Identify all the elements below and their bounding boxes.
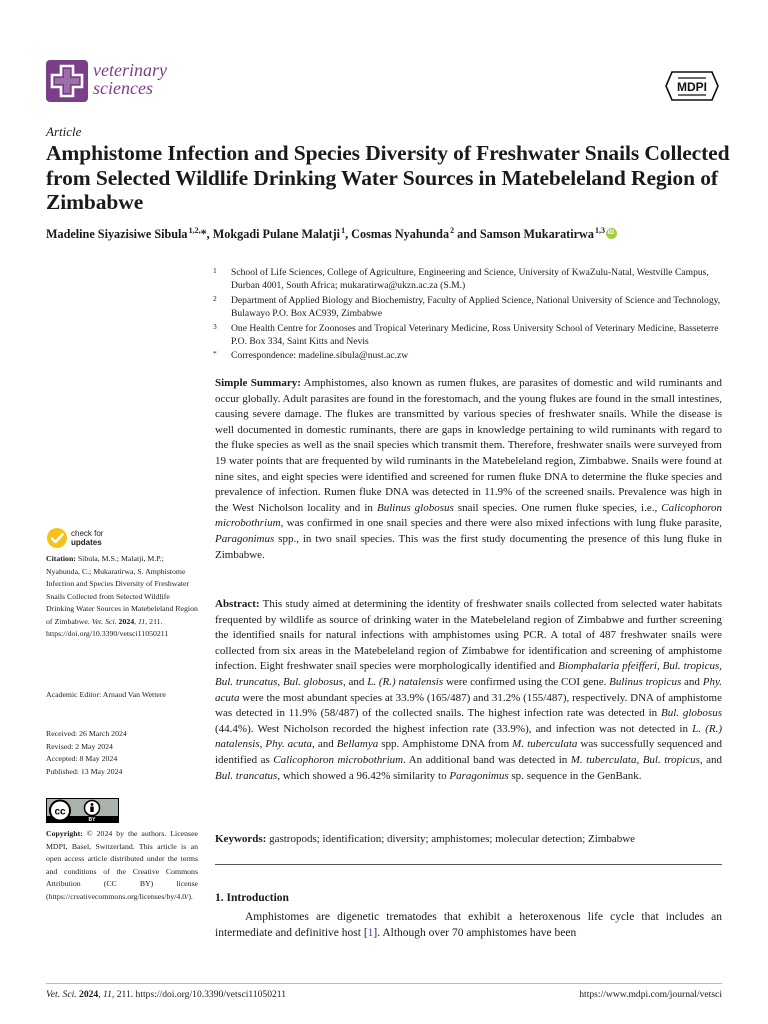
italic-species-name: Bul. trancatus [215,769,278,782]
affiliation-item [213,322,723,349]
author-affiliation-marks: 1 [341,226,346,235]
correspondence-text: Correspondence: madeline.sibula@nust.ac.zw [231,350,409,362]
affiliation-text: Department of Applied Biology and Biochemistry, Faculty of Applied Science, National University of Science and Technology, Bulawayo P.O. Box AC939, Zimbabwe [231,294,721,320]
author-name[interactable]: Cosmas Nyahunda [351,227,450,242]
introduction-text [215,909,722,941]
simple-summary-label: Simple Summary: [215,377,301,389]
italic-species-name: Phy. acuta [215,675,722,704]
text-run: , was confirmed in one snail species and there were also mixed infections with lung fluke parasite, [280,517,722,530]
text-run: This study aimed at determining the identity of freshwater snails collected from selected water habitats frequented by wildlife as source of drinking water in the Matebeleland region of Zimbabwe and further screening the identified snails for natural infections with amphistomes using PCR. A total of 487 freshwater snails were collected from six areas in the Matebeleland region of Zimbabwe for identification and screening of amphistome infection. Eight freshwater snail species were morphologically identified and [215,598,722,673]
journal-name-line2: sciences [93,78,153,98]
italic-species-name: Paragonimus [215,532,275,545]
cc-by-license-badge[interactable] [46,798,119,823]
author-separator: and [454,227,480,242]
date-published: Published: 13 May 2024 [46,766,123,776]
author-name[interactable]: Samson Mukaratirwa [479,227,594,242]
italic-species-name: Bul. globosus [661,707,722,720]
mdpi-logo[interactable] [664,68,720,104]
author-affiliation-marks: 1,3 [594,226,605,235]
citation-label: Citation: [46,554,76,563]
keywords-text: gastropods; identification; diversity; amphistomes; molecular detection; Zimbabwe [266,833,636,845]
reference-link[interactable]: 1 [367,927,374,939]
italic-species-name: Bellamya [336,738,379,751]
copyright-notice [46,828,198,903]
affiliation-number: 2 [213,293,217,303]
veterinary-cross-icon [46,60,88,102]
copyright-text: © 2024 by the authors. Licensee MDPI, Basel, Switzerland. This article is an open access article distributed under the terms and conditions of the Creative Commons Attribution (CC BY) license (https://creativecommons.org/licenses/by/4.0/). [46,829,198,901]
citation-doi[interactable]: , 211. https://doi.org/10.3390/vetsci11050211 [46,616,169,638]
citation-journal: Vet. Sci. [91,616,117,626]
text-run: , and [312,738,337,751]
citation [46,553,198,641]
author-list [46,226,736,242]
journal-logo[interactable] [46,60,246,102]
text-run: , which showed a 96.42% similarity to [277,769,450,782]
italic-species-name: Calicophoron microbothrium [215,501,723,530]
introduction-text-end: ]. Although over 70 amphistomes have been [373,927,577,939]
orcid-icon[interactable] [606,228,617,239]
text-run: spp. Amphistome DNA from [378,738,513,751]
text-run: Amphistomes, also known as rumen flukes, are parasites of domestic and wild ruminants and occur globally. Adult parasites are found in the forestomach, and the young flukes are found in the small intestines, causing severe damage. The flukes are transmitted by various species of freshwater snails. While the disease is well documented in domestic ruminants, there are gaps in knowledge pertaining to wild ruminants with regard to the fluke species as well as the snail species which transmit them. Therefore, freshwater snails were surveyed from 19 water points that are frequented by wild ruminants in the Matebeleland region, Zimbabwe. Snails were found at nine sites, and eight species were identified and screened for rumen fluke DNA to determine the fluke species and prevalence of infection. Rumen fluke DNA was detected in 11.9% of the screened snails. Prevalence was high in the West Nicholson locality and in [215,377,723,514]
simple-summary-text [215,377,722,561]
abstract [215,597,722,784]
affiliation-text: School of Life Sciences, College of Agriculture, Engineering and Science, University of KwaZulu-Natal, Westville Campus, Durban 4001, South Africa; mukaratirwa@ukzn.ac.za (S.M.) [231,267,709,292]
svg-text:cc: cc [54,806,66,818]
section-divider [215,864,722,865]
italic-species-name: Biomphalaria pfeifferi, Bul. tropicus, Bul. truncatus, Bul. globosus [215,660,722,688]
check-updates-line2: updates [71,538,102,547]
affiliation-text: One Health Centre for Zoonoses and Tropical Veterinary Medicine, Ross University School of Veterinary Medicine, Basseterre P.O. Box 334, Saint Kitts and Nevis [231,322,719,348]
text-run: was successfully sequenced and identified as [215,738,722,766]
check-updates-label [71,529,103,547]
correspondence-mark: * [200,227,207,242]
author-separator: , [345,227,352,242]
author-separator: , [206,227,213,242]
text-run: , and [342,675,368,688]
copyright-label: Copyright: [46,829,83,838]
author-name[interactable]: Mokgadi Pulane Malatji [212,227,341,242]
date-received: Received: 26 March 2024 [46,729,127,738]
affiliation-item [213,266,723,293]
footer-journal: Vet. Sci. [46,989,77,1000]
italic-species-name: Calicophoron microbothrium [273,753,404,766]
check-updates-line1: check for [71,529,104,538]
abstract-label: Abstract: [215,598,260,610]
author-affiliation-marks: 1,2, [188,226,201,235]
author-affiliation-marks: 2 [450,226,455,235]
footer-year: 2024 [76,989,99,1000]
text-run: and [681,675,703,688]
italic-species-name: L. (R.) natalensis [367,675,444,688]
journal-name-line1: veterinary [93,60,167,80]
italic-species-name: M. tuberculata [512,738,578,751]
abstract-text [215,598,722,782]
cc-by-icon [47,799,118,822]
journal-name [93,61,167,97]
text-run: spp., in two snail species. This was the first study documenting the presence of this lung fluke in Zimbabwe. [215,532,722,561]
academic-editor: Academic Editor: Arnaud Van Wettere [46,690,166,699]
footer-volume: , 11 [98,989,112,1000]
text-run: , and [699,753,722,766]
article-type: Article [46,124,82,139]
date-accepted: Accepted: 8 May 2024 [46,754,118,763]
introduction-text-start: Amphistomes are digenetic trematodes that exhibit a heteroxenous life cycle that includes an intermediate and definitive host [ [215,911,722,939]
author-name[interactable]: Madeline Siyazisiwe Sibula [46,227,188,242]
affiliation-number: * [213,349,217,359]
citation-volume: , 11 [134,616,146,626]
text-run: sp. sequence in the GenBank. [508,769,642,782]
introduction-heading: 1. Introduction [215,892,289,904]
italic-species-name: Bulinus tropicus [609,675,682,688]
affiliations [213,266,723,364]
text-run: were confirmed using the COI gene. [443,675,610,688]
publisher-name: MDPI [677,80,707,94]
citation-year: 2024 [116,616,135,626]
check-updates-icon [46,527,68,549]
affiliation-number: 1 [213,266,217,275]
text-run: . An additional band was detected in [403,753,571,766]
article-title: Amphistome Infection and Species Diversity of Freshwater Snails Collected from Selected Wildlife Drinking Water Sources in Matebeleland Region of Zimbabwe [46,141,730,214]
footer-citation [46,989,286,1000]
text-run: were the most abundant species at 33.9% (165/487) and 31.2% (155/487), respectively. DNA of amphistome was detected in 11.9% (58/487) of the collected snails. The highest infection rate was detected in [215,691,722,720]
check-for-updates-button[interactable] [46,527,126,553]
article-dates [46,728,198,778]
keywords-label: Keywords: [215,833,267,845]
keywords [215,832,722,848]
date-revised: Revised: 2 May 2024 [46,741,113,751]
footer-doi[interactable]: , 211. https://doi.org/10.3390/vetsci11050211 [111,989,287,1000]
citation-text: Sibula, M.S.; Malatji, M.P.; Nyahunda, C.; Mukaratirwa, S. Amphistome Infection and Species Diversity of Freshwater Snails Collected from Selected Wildlife Drinking Water Sources in Matebeleland Region of Zimbabwe. [46,554,198,626]
italic-species-name: Bulinus globosus [376,501,454,514]
italic-species-name: M. tuberculata, Bul. tropicus [570,753,700,766]
footer-journal-url[interactable]: https://www.mdpi.com/journal/vetsci [579,989,722,1000]
affiliation-item [213,294,723,321]
italic-species-name: L. (R.) natalensis, Phy. acuta [215,722,722,751]
text-run: (44.4%). West Nicholson recorded the highest infection rate (33.9%), and infection was not detected in [215,722,693,735]
italic-species-name: Paragonimus [449,769,509,782]
footer-divider [46,983,722,984]
simple-summary [215,376,722,563]
cc-by-label: BY [88,817,96,822]
correspondence-item [213,349,723,362]
text-run: snail species. One rumen fluke species, i.e., [453,501,662,514]
affiliation-number: 3 [213,321,217,331]
